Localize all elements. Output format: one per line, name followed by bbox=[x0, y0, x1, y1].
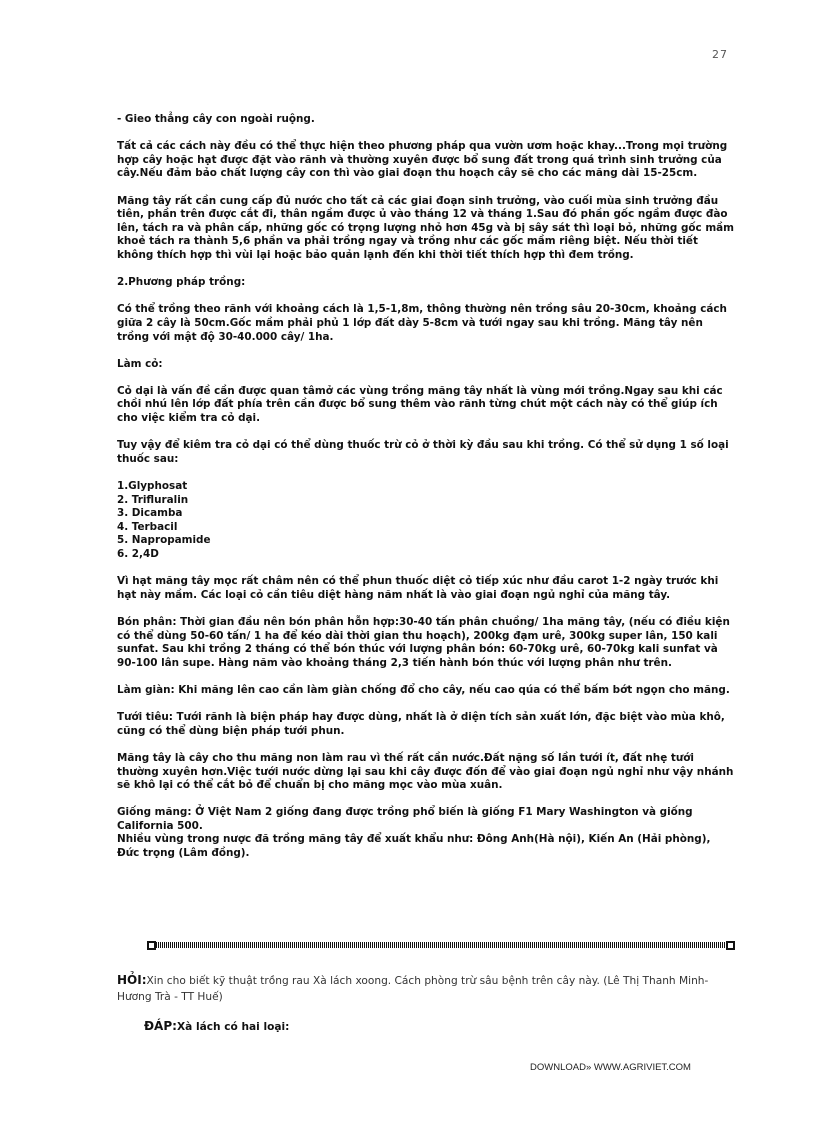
section-heading: Làm cỏ: bbox=[117, 357, 163, 370]
paragraph: Có thể trồng theo rãnh với khoảng cách là 1,5-1,8m, thông thường nên trồng sâu 20-30cm, khoảng cách giữa 2 cây là 50cm.Gốc mầm phải phủ 1 lớp đất dày 5-8cm và tưới ngay sau khi trồng. Măng tây nên trồng với mật độ 30-40.000 cây/ 1ha. bbox=[117, 303, 727, 343]
divider-bar bbox=[154, 942, 728, 948]
paragraph: Măng tây rất cần cung cấp đủ nước cho tất cả các giai đoạn sinh trưởng, vào cuối mùa sinh trưởng đầu tiên, phần trên được cắt đi, thân ngầm được ủ vào tháng 12 và tháng 1.Sau đó phần gốc ngầm được đào lên, tách ra và phân cấp, những gốc có trọng lượng nhỏ hơn 45g và bị sây sát thì loại bỏ, những gốc mầm khoẻ tách ra thành 5,6 phần va phải trồng ngay và trồng như các gốc mầm riêng biệt. Nếu thời tiết không thích hợp thì vùi lại hoặc bảo quản lạnh đến khi thời tiết thích hợp thì đem trồng. bbox=[117, 194, 734, 261]
paragraph: - Gieo thẳng cây con ngoài ruộng. bbox=[117, 113, 315, 125]
question-block bbox=[117, 972, 722, 1005]
list-item: 6. 2,4D bbox=[117, 548, 159, 560]
varieties-line: Giống măng: Ở Việt Nam 2 giống đang được trồng phổ biến là giống F1 Mary Washington và giống California 500. bbox=[117, 806, 693, 832]
paragraph: Măng tây là cây cho thu măng non làm rau vì thế rất cần nước.Đất nặng số lần tưới ít, đất nhẹ tưới thường xuyên hơn.Việc tưới nước dừng lại sau khi cây được đốn để vào giai đoạn ngủ nghỉ như vậy nhánh sẽ khô lại có thể cắt bỏ để chuẩn bị cho măng mọc vào mùa xuân. bbox=[117, 751, 734, 792]
export-regions-line: Nhiều vùng trong nược đã trồng măng tây để xuất khẩu như: Đông Anh(Hà nội), Kiến An (Hải phòng), Đức trọng (Lâm đồng). bbox=[117, 833, 711, 860]
answer-text: Xà lách có hai loại: bbox=[176, 1021, 290, 1033]
list-item: 2. Trifluralin bbox=[117, 493, 189, 506]
paragraph: Làm giàn: Khi măng lên cao cần làm giàn chống đổ cho cây, nếu cao qúa có thể bấm bớt ngọn cho măng. bbox=[117, 683, 730, 696]
divider-cap-right bbox=[726, 941, 735, 950]
question-text: Xin cho biết kỹ thuật trồng rau Xà lách xoong. Cách phòng trừ sâu bệnh trên cây này. (Lê Thị Thanh Minh- Hương Trà - TT Huế) bbox=[117, 975, 709, 1003]
footer-download-link[interactable]: DOWNLOAD» WWW.AGRIVIET.COM bbox=[530, 1062, 691, 1073]
divider-cap-left bbox=[147, 941, 156, 950]
answer-label: ĐÁP: bbox=[144, 1019, 177, 1033]
section-heading: 2.Phương pháp trồng: bbox=[117, 276, 246, 289]
page-number: 27 bbox=[712, 48, 728, 61]
list-item: 4. Terbacil bbox=[117, 520, 178, 533]
list-item: 1.Glyphosat bbox=[117, 480, 188, 493]
paragraph: Tất cả các cách này đều có thể thực hiện theo phương pháp qua vườn ươm hoặc khay...Trong mọi trường hợp cây hoặc hạt được đặt vào rãnh và thường xuyên được bổ sung đất trong quá trình sinh trưởng của cây.Nếu đảm bảo chất lượng cây con thì vào giai đoạn thu hoạch cây sẽ cho các măng dài 15-25cm. bbox=[117, 140, 728, 180]
varieties-block bbox=[117, 806, 735, 860]
paragraph: Vì hạt măng tây mọc rất châm nên có thể phun thuốc diệt cỏ tiếp xúc như đầu carot 1-2 ngày trước khi hạt này mầm. Các loại cỏ cần tiêu diệt hàng năm nhất là vào giai đoạn ngủ nghỉ của măng tây. bbox=[117, 575, 719, 601]
paragraph: Tưới tiêu: Tưới rãnh là biện pháp hay được dùng, nhất là ở diện tích sản xuất lớn, đặc biệt vào mùa khô, cũng có thể dùng biện pháp tưới phun. bbox=[117, 711, 725, 737]
answer-block bbox=[144, 1019, 289, 1033]
herbicide-list bbox=[117, 480, 735, 562]
section-divider bbox=[147, 941, 735, 950]
list-item: 3. Dicamba bbox=[117, 507, 183, 520]
paragraph: Cỏ dại là vấn đề cần được quan tâmở các vùng trồng măng tây nhất là vùng mới trồng.Ngay sau khi các chồi nhú lên lớp đất phía trên cần được bổ sung thêm vào rãnh từng chút một cách này có thể giúp ích cho việc kiểm tra cỏ dại. bbox=[117, 384, 723, 425]
paragraph: Bón phân: Thời gian đầu nên bón phân hỗn hợp:30-40 tấn phân chuồng/ 1ha măng tây, (nếu có điều kiện có thể dùng 50-60 tấn/ 1 ha để kéo dài thời gian thu hoạch), 200kg đạm urê, 300kg super lân, 150 kali sunfat. Sau khi trồng 2 tháng có thể bón thúc với lượng phân bón: 60-70kg urê, 60-70kg kali sunfat và 90-100 lân supe. Hàng năm vào khoảng tháng 2,3 tiến hành bón thúc với lượng phân như trên. bbox=[117, 615, 730, 669]
document-body bbox=[117, 113, 735, 861]
question-label: HỎI: bbox=[117, 973, 147, 987]
list-item: 5. Napropamide bbox=[117, 534, 211, 547]
paragraph: Tuy vậy để kiêm tra cỏ dại có thể dùng thuốc trừ cỏ ở thời kỳ đầu sau khi trồng. Có thể sử dụng 1 số loại thuốc sau: bbox=[117, 439, 729, 465]
